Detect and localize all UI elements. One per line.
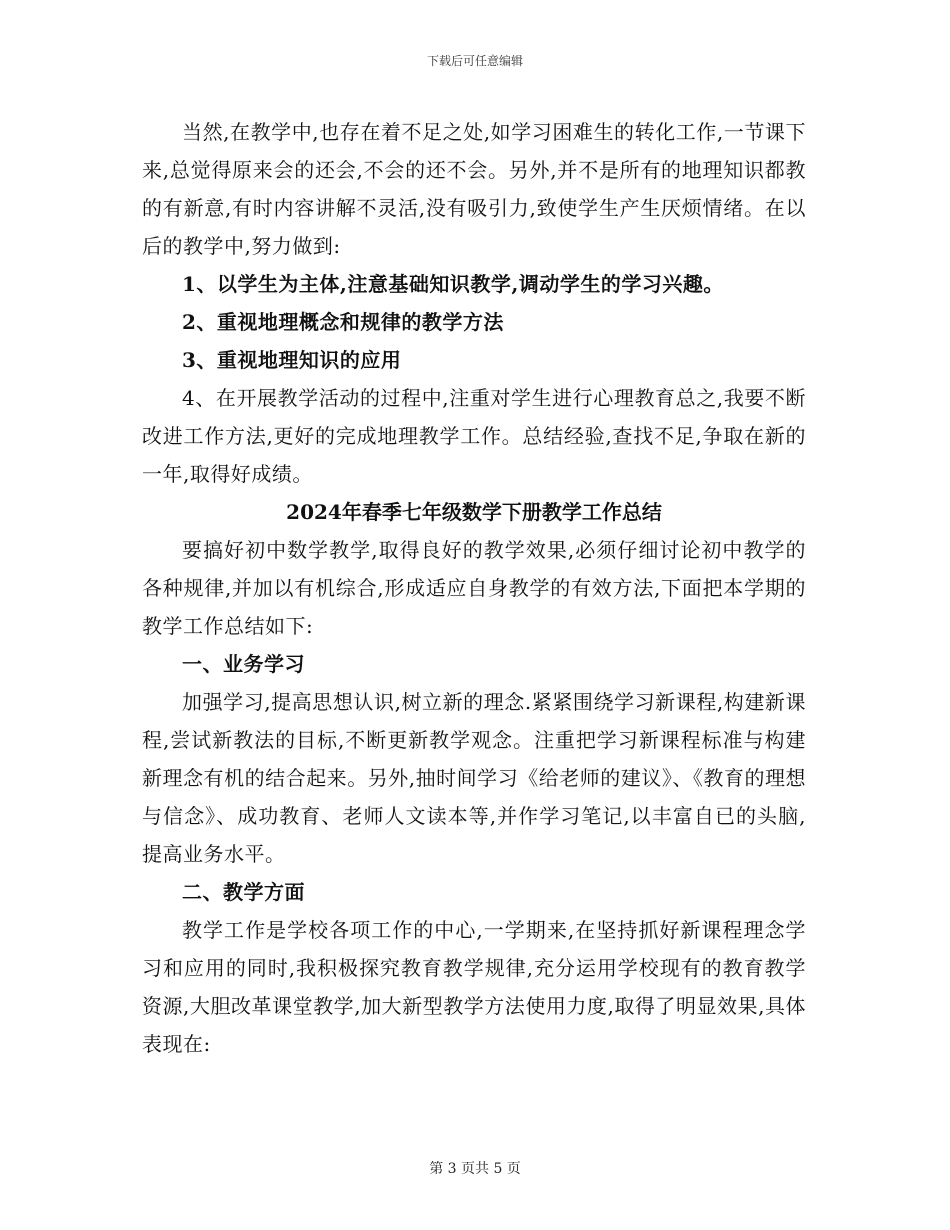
section-heading-professional-study: 一、业务学习 (182, 652, 305, 676)
list-item-2: 2、重视地理概念和规律的教学方法 (182, 310, 504, 334)
list-item-4: 4、在开展教学活动的过程中,注重对学生进行心理教育总之,我要不断改进工作方法,更好的完成地理教学工作。总结经验,查找不足,争取在新的一年,取得好成绩。 (142, 386, 806, 486)
document-body (142, 113, 806, 1063)
paragraph-professional-study: 加强学习,提高思想认识,树立新的理念.紧紧围绕学习新课程,构建新课程,尝试新教法的目标,不断更新教学观念。注重把学习新课程标准与构建新理念有机的结合起来。另外,抽时间学习《给老师的建议》、《教育的理想与信念》、成功教育、老师人文读本等,并作学习笔记,以丰富自已的头脑,提高业务水平。 (142, 690, 806, 866)
page-header-note: 下载后可任意编辑 (426, 54, 523, 68)
paragraph-intro: 要搞好初中数学教学,取得良好的教学效果,必须仔细讨论初中教学的各种规律,并加以有机综合,形成适应自身教学的有效方法,下面把本学期的教学工作总结如下: (142, 538, 806, 638)
page-number: 第 3 页共 5 页 (429, 1161, 521, 1177)
paragraph-reflection: 当然,在教学中,也存在着不足之处,如学习困难生的转化工作,一节课下来,总觉得原来会的还会,不会的还不会。另外,并不是所有的地理知识都教的有新意,有时内容讲解不灵活,没有吸引力,致使学生产生厌烦情绪。在以后的教学中,努力做到: (142, 120, 806, 258)
list-item-3: 3、重视地理知识的应用 (182, 348, 402, 372)
section-heading-teaching: 二、教学方面 (182, 880, 305, 904)
paragraph-teaching: 教学工作是学校各项工作的中心,一学期来,在坚持抓好新课程理念学习和应用的同时,我积极探究教育教学规律,充分运用学校现有的教育教学资源,大胆改革课堂教学,加大新型教学方法使用力度,取得了明显效果,具体表现在: (142, 918, 806, 1056)
list-item-1: 1、以学生为主体,注意基础知识教学,调动学生的学习兴趣。 (182, 272, 724, 296)
document-title: 2024年春季七年级数学下册教学工作总结 (286, 500, 662, 524)
